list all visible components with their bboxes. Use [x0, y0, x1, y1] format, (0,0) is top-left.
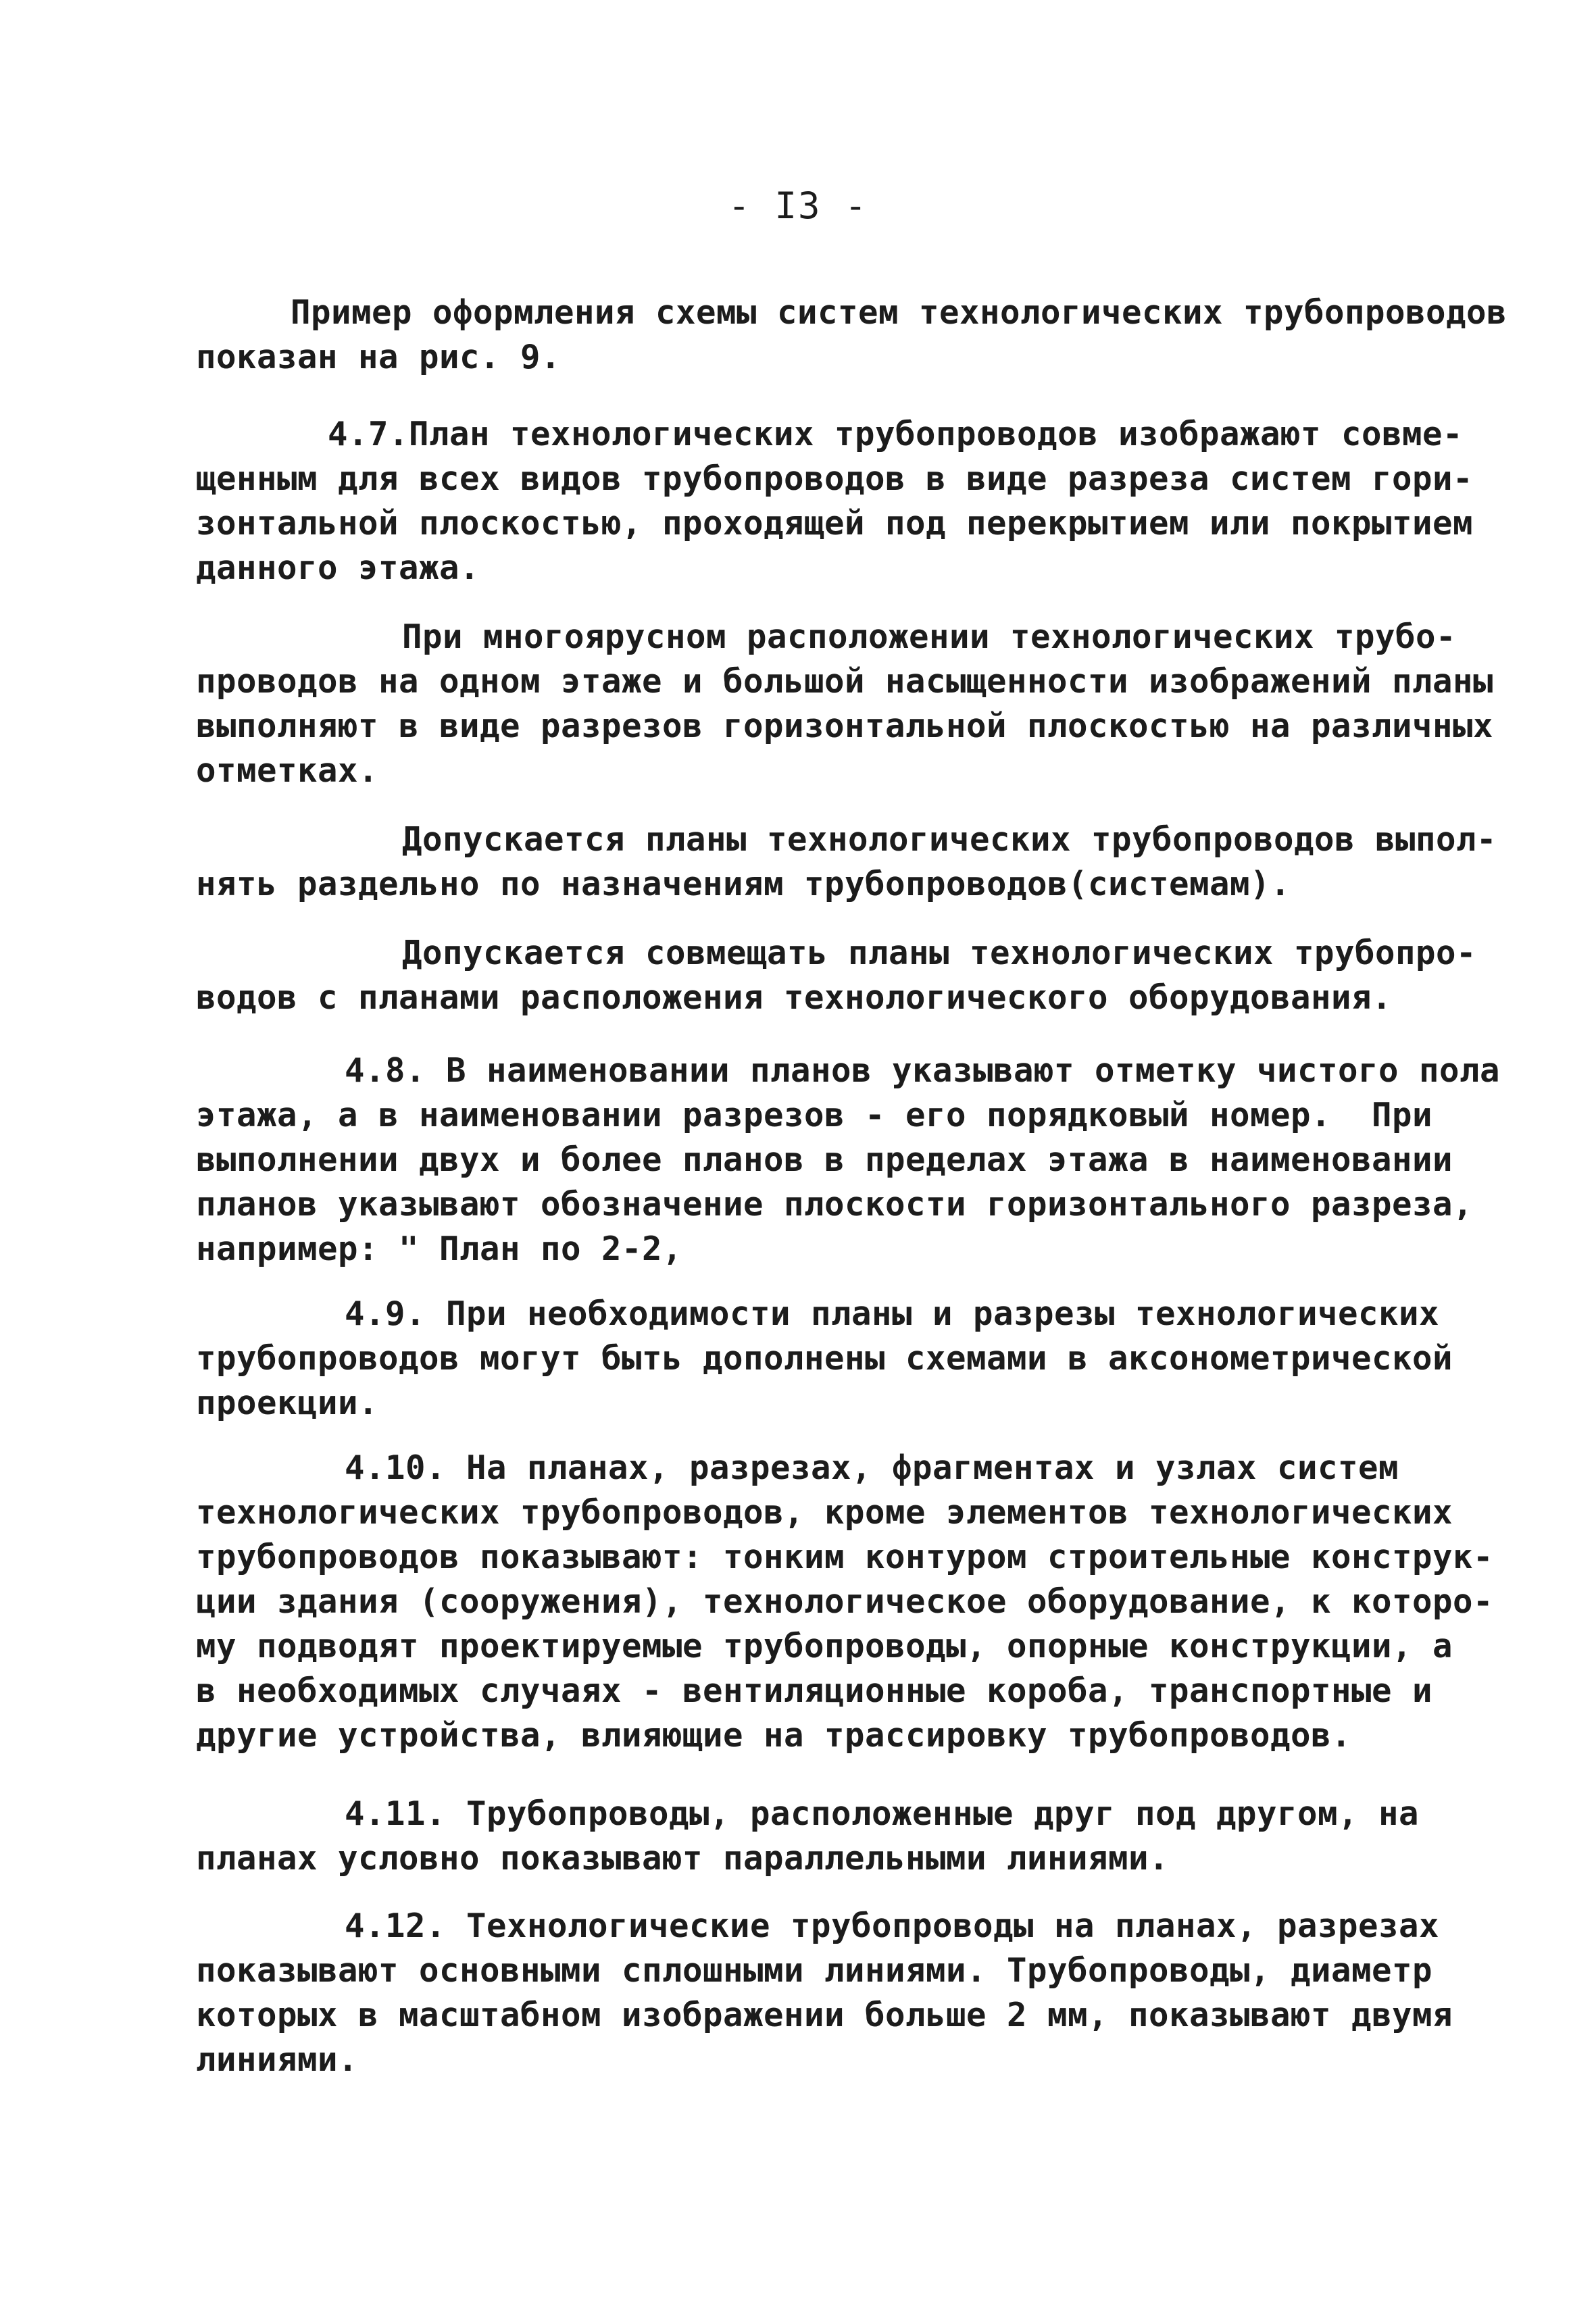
text-line: технологических трубопроводов, кроме элементов технологических	[196, 1493, 1453, 1532]
text-line: зонтальной плоскостью, проходящей под перекрытием или покрытием	[196, 504, 1474, 543]
text-line: проводов на одном этаже и большой насыщенности изображений планы	[196, 662, 1494, 701]
text-line: Пример оформления схемы систем технологических трубопроводов	[291, 293, 1507, 332]
text-line: этажа, а в наименовании разрезов - его порядковый номер. При	[196, 1096, 1433, 1134]
text-line: 4.10. На планах, разрезах, фрагментах и узлах систем	[345, 1449, 1399, 1487]
page-number: - I3 -	[728, 184, 868, 227]
text-line: Допускается планы технологических трубопроводов выпол-	[402, 820, 1497, 859]
text-line: 4.12. Технологические трубопроводы на планах, разрезах	[345, 1907, 1440, 1945]
text-line: 4.9. При необходимости планы и разрезы технологических	[345, 1294, 1440, 1333]
text-line: выполнении двух и более планов в пределах этажа в наименовании	[196, 1140, 1453, 1179]
text-line: Допускается совмещать планы технологических трубопро-	[402, 934, 1477, 972]
text-line: показан на рис. 9.	[196, 338, 562, 376]
text-line: При многоярусном расположении технологических трубо-	[402, 618, 1457, 656]
text-line: щенным для всех видов трубопроводов в виде разреза систем гори-	[196, 459, 1474, 498]
text-line: показывают основными сплошными линиями. Трубопроводы, диаметр	[196, 1951, 1433, 1990]
text-line: выполняют в виде разрезов горизонтальной плоскостью на различных	[196, 707, 1494, 745]
text-line: проекции.	[196, 1384, 379, 1422]
text-line: планах условно показывают параллельными линиями.	[196, 1839, 1170, 1878]
text-line: в необходимых случаях - вентиляционные короба, транспортные и	[196, 1671, 1433, 1710]
text-line: отметках.	[196, 751, 379, 790]
text-line: трубопроводов могут быть дополнены схемами в аксонометрической	[196, 1339, 1453, 1378]
text-line: нять раздельно по назначениям трубопроводов(системам).	[196, 865, 1291, 903]
text-line: 4.11. Трубопроводы, расположенные друг под другом, на	[345, 1794, 1420, 1833]
text-line: которых в масштабном изображении больше 2 мм, показывают двумя	[196, 1996, 1453, 2034]
text-line: 4.8. В наименовании планов указывают отметку чистого пола	[345, 1051, 1501, 1090]
text-line: трубопроводов показывают: тонким контуром строительные конструк-	[196, 1538, 1494, 1576]
text-line: ции здания (сооружения), технологическое оборудование, к которо-	[196, 1582, 1494, 1621]
text-line: данного этажа.	[196, 549, 480, 587]
text-line: линиями.	[196, 2040, 359, 2079]
text-line: му подводят проектируемые трубопроводы, опорные конструкции, а	[196, 1627, 1453, 1665]
text-line: например: " План по 2-2,	[196, 1230, 683, 1268]
text-line: 4.7.План технологических трубопроводов изображают совме-	[328, 415, 1464, 453]
text-line: планов указывают обозначение плоскости горизонтального разреза,	[196, 1185, 1474, 1224]
text-line: водов с планами расположения технологического оборудования.	[196, 978, 1393, 1017]
text-line: другие устройства, влияющие на трассировку трубопроводов.	[196, 1716, 1352, 1755]
